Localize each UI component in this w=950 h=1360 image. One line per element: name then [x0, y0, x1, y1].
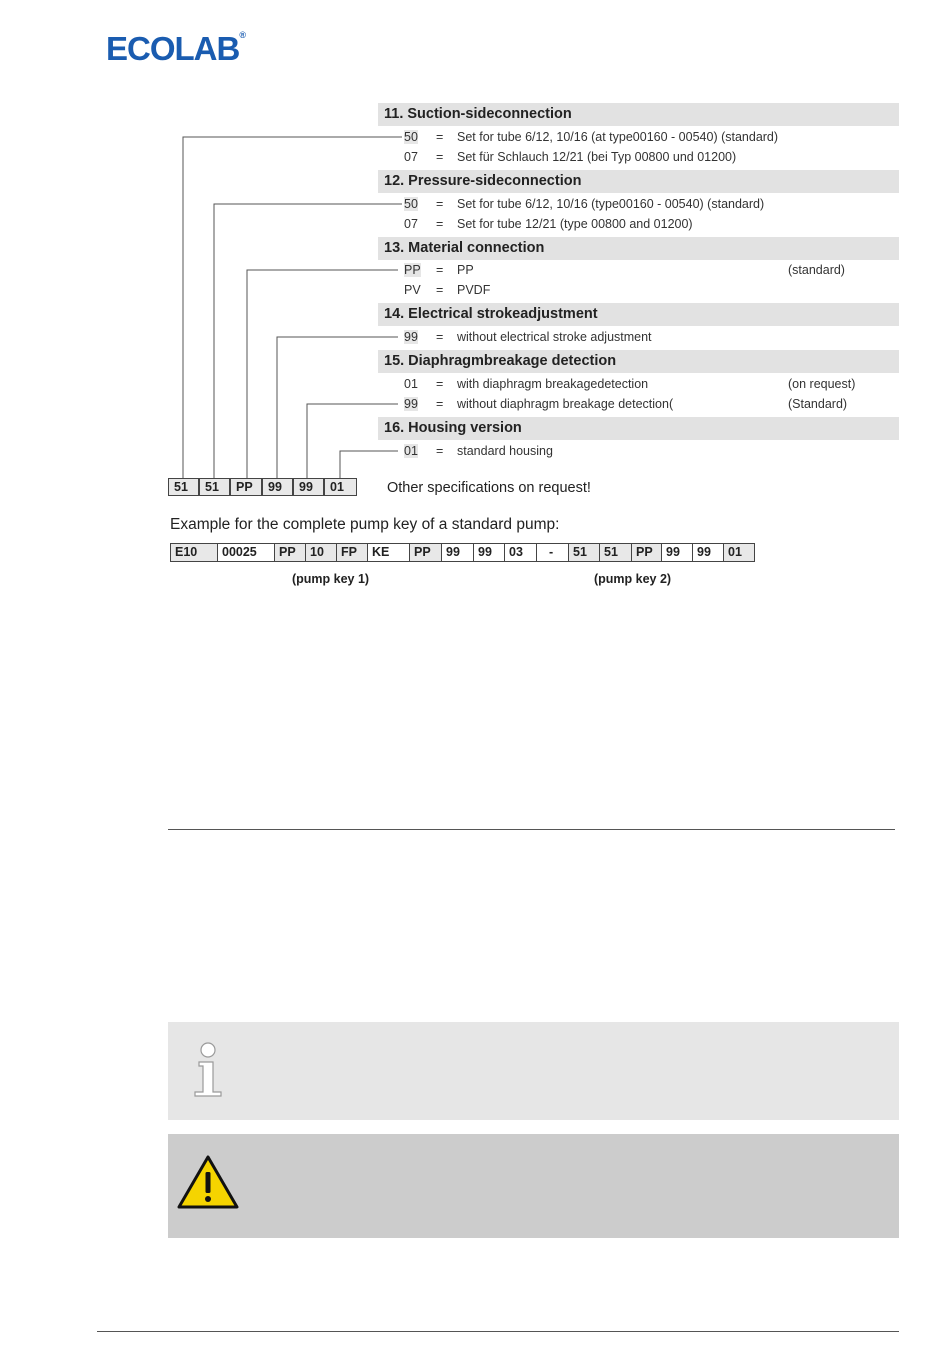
section-title-12: 12. Pressure-sideconnection — [378, 170, 899, 193]
info-box — [168, 1022, 899, 1120]
section-title-16: 16. Housing version — [378, 417, 899, 440]
divider — [168, 829, 895, 830]
description: without diaphragm breakage detection( — [457, 397, 674, 411]
code: 50 — [404, 130, 418, 144]
code: 01 — [404, 444, 418, 458]
code: 07 — [404, 217, 418, 231]
key-cell: - — [537, 544, 569, 561]
section-title-13: 13. Material connection — [378, 237, 899, 260]
equals: = — [436, 217, 444, 231]
key-box: PP — [230, 478, 262, 496]
key-cell: E10 — [171, 544, 218, 561]
equals: = — [436, 330, 444, 344]
code: 01 — [404, 377, 418, 391]
code: PV — [404, 283, 421, 297]
key-cell: 99 — [474, 544, 505, 561]
description: PVDF — [457, 283, 491, 297]
connector-13 — [247, 270, 398, 480]
key-cell: KE — [368, 544, 410, 561]
description: standard housing — [457, 444, 553, 458]
key-cell: 00025 — [218, 544, 275, 561]
code: 99 — [404, 397, 418, 411]
note: (on request) — [788, 377, 856, 391]
description: Set für Schlauch 12/21 (bei Typ 00800 und 01200) — [457, 150, 737, 164]
description: Set for tube 12/21 (type 00800 and 01200) — [457, 217, 693, 231]
warning-icon — [177, 1154, 241, 1212]
code: 99 — [404, 330, 418, 344]
section-title-14: 14. Electrical strokeadjustment — [378, 303, 899, 326]
key-box: 51 — [168, 478, 199, 496]
equals: = — [436, 197, 444, 211]
equals: = — [436, 377, 444, 391]
equals: = — [436, 283, 444, 297]
footer-divider — [97, 1331, 899, 1332]
equals: = — [436, 263, 444, 277]
connector-11 — [183, 137, 402, 480]
description: PP — [457, 263, 474, 277]
key-cell: 51 — [600, 544, 632, 561]
section-title-15: 15. Diaphragmbreakage detection — [378, 350, 899, 373]
code: 50 — [404, 197, 418, 211]
equals: = — [436, 150, 444, 164]
key-box: 01 — [324, 478, 357, 496]
info-icon — [190, 1040, 230, 1100]
pump-key-2-label: (pump key 2) — [594, 572, 672, 586]
example-title: Example for the complete pump key of a standard pump: — [170, 516, 560, 533]
key-cell: 99 — [442, 544, 474, 561]
key-cell: 99 — [693, 544, 724, 561]
section-title-11: 11. Suction-sideconnection — [378, 103, 899, 126]
connector-12 — [214, 204, 402, 480]
key-cell: PP — [410, 544, 442, 561]
full-pump-key — [170, 543, 755, 562]
equals: = — [436, 444, 444, 458]
key-cell: FP — [337, 544, 368, 561]
key-cell: 51 — [569, 544, 600, 561]
other-specifications: Other specifications on request! — [387, 480, 591, 496]
connector-15 — [307, 404, 398, 480]
key-box: 51 — [199, 478, 230, 496]
description: Set for tube 6/12, 10/16 (type00160 - 00540) (standard) — [457, 197, 765, 211]
key-cell: 01 — [724, 544, 754, 561]
description: with diaphragm breakagedetection — [457, 377, 649, 391]
note: (Standard) — [788, 397, 848, 411]
key-cell: PP — [275, 544, 306, 561]
equals: = — [436, 130, 444, 144]
pump-key-1-label: (pump key 1) — [292, 572, 370, 586]
key-box: 99 — [293, 478, 324, 496]
equals: = — [436, 397, 444, 411]
code: PP — [404, 263, 421, 277]
note: (standard) — [788, 263, 845, 277]
code: 07 — [404, 150, 418, 164]
key-cell: 99 — [662, 544, 693, 561]
key-cell: 10 — [306, 544, 337, 561]
key-cell: PP — [632, 544, 662, 561]
connector-16 — [340, 451, 398, 480]
key-box: 99 — [262, 478, 293, 496]
key-cell: 03 — [505, 544, 537, 561]
description: without electrical stroke adjustment — [457, 330, 652, 344]
description: Set for tube 6/12, 10/16 (at type00160 - 00540) (standard) — [457, 130, 779, 144]
warning-box — [168, 1134, 899, 1238]
ecolab-logo: ECOLAB® — [106, 30, 246, 67]
